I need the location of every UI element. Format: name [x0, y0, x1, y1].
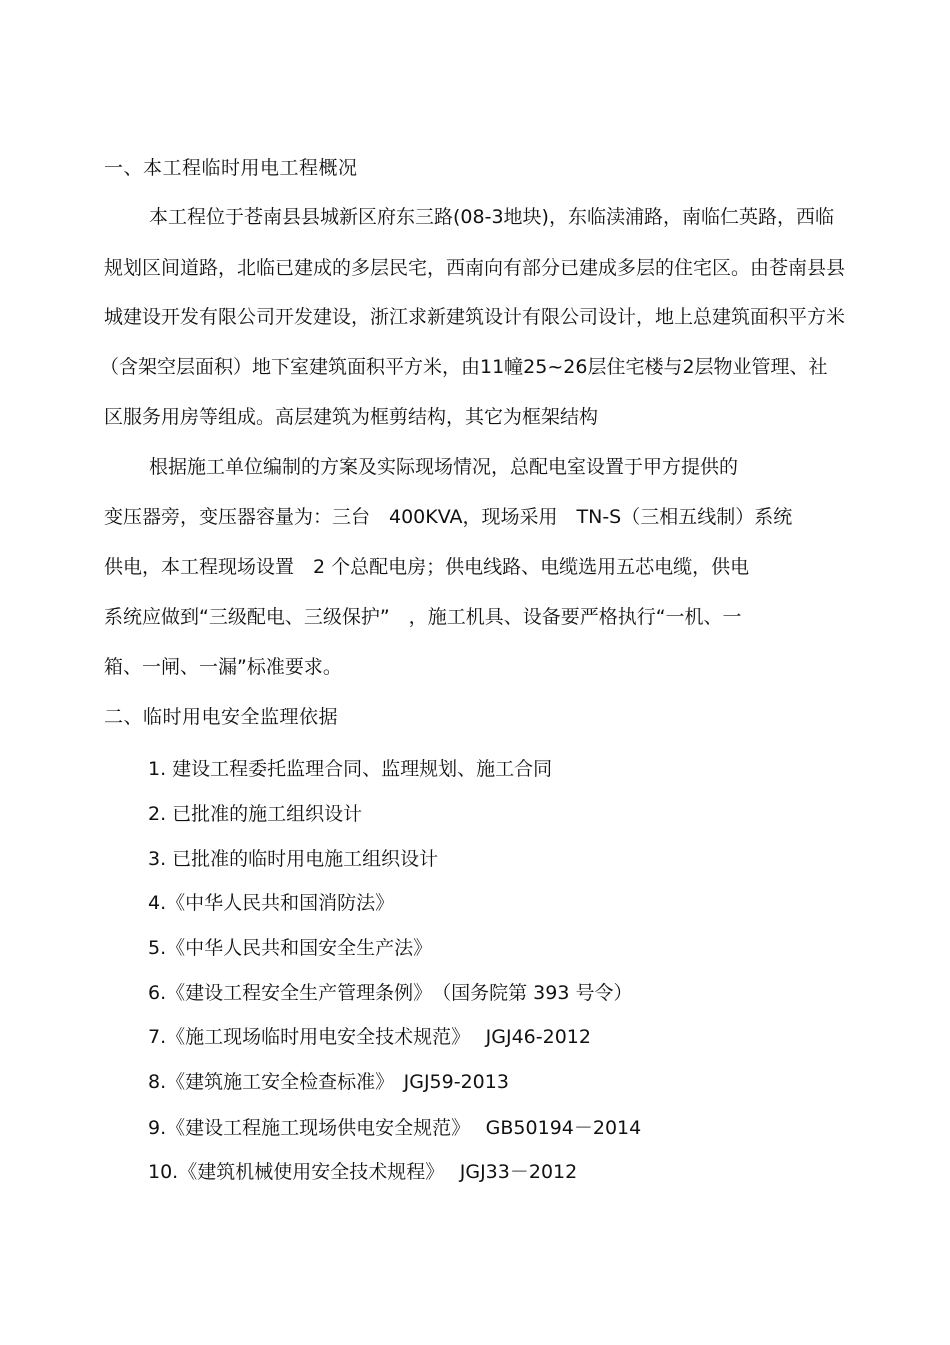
basis-item-3: 3. 已批准的临时用电施工组织设计: [148, 848, 439, 870]
para2-line-1: 根据施工单位编制的方案及实际现场情况，总配电室设置于甲方提供的: [149, 456, 739, 478]
para1-line-5: 区服务用房等组成。高层建筑为框剪结构，其它为框架结构: [104, 406, 599, 428]
para2-line-2: 变压器旁，变压器容量为：三台 400KVA，现场采用 TN-S（三相五线制）系统: [104, 506, 793, 528]
basis-item-4: 4.《中华人民共和国消防法》: [148, 892, 395, 914]
basis-item-2: 2. 已批准的施工组织设计: [148, 803, 363, 825]
basis-item-8: 8.《建筑施工安全检查标准》 JGJ59-2013: [148, 1071, 509, 1093]
para2-line-5: 箱、一闸、一漏”标准要求。: [104, 656, 342, 678]
basis-item-1: 1. 建设工程委托监理合同、监理规划、施工合同: [148, 758, 553, 780]
para1-line-1: 本工程位于苍南县县城新区府东三路(08-3地块)，东临渎浦路，南临仁英路，西临: [149, 206, 834, 228]
basis-item-6: 6.《建设工程安全生产管理条例》 （国务院第 393 号令）: [148, 982, 633, 1004]
basis-item-7: 7.《施工现场临时用电安全技术规范》 JGJ46-2012: [148, 1026, 591, 1048]
para1-line-4: （含架空层面积）地下室建筑面积平方米，由11幢25~26层住宅楼与2层物业管理、社: [100, 356, 828, 378]
para2-line-4: 系统应做到“三级配电、三级保护” ，施工机具、设备要严格执行“一机、一: [104, 606, 742, 628]
section1-title: 一、本工程临时用电工程概况: [104, 157, 358, 179]
para1-line-2: 规划区间道路，北临已建成的多层民宅，西南向有部分已建成多层的住宅区。由苍南县县: [104, 257, 846, 279]
para1-line-3: 城建设开发有限公司开发建设，浙江求新建筑设计有限公司设计，地上总建筑面积平方米: [104, 306, 846, 328]
para2-line-3: 供电，本工程现场设置 2 个总配电房；供电线路、电缆选用五芯电缆，供电: [104, 556, 750, 578]
basis-item-9: 9.《建设工程施工现场供电安全规范》 GB50194－2014: [148, 1117, 642, 1139]
basis-item-5: 5.《中华人民共和国安全生产法》: [148, 937, 433, 959]
section2-title: 二、临时用电安全监理依据: [104, 706, 339, 728]
basis-item-10: 10.《建筑机械使用安全技术规程》 JGJ33－2012: [148, 1161, 578, 1183]
